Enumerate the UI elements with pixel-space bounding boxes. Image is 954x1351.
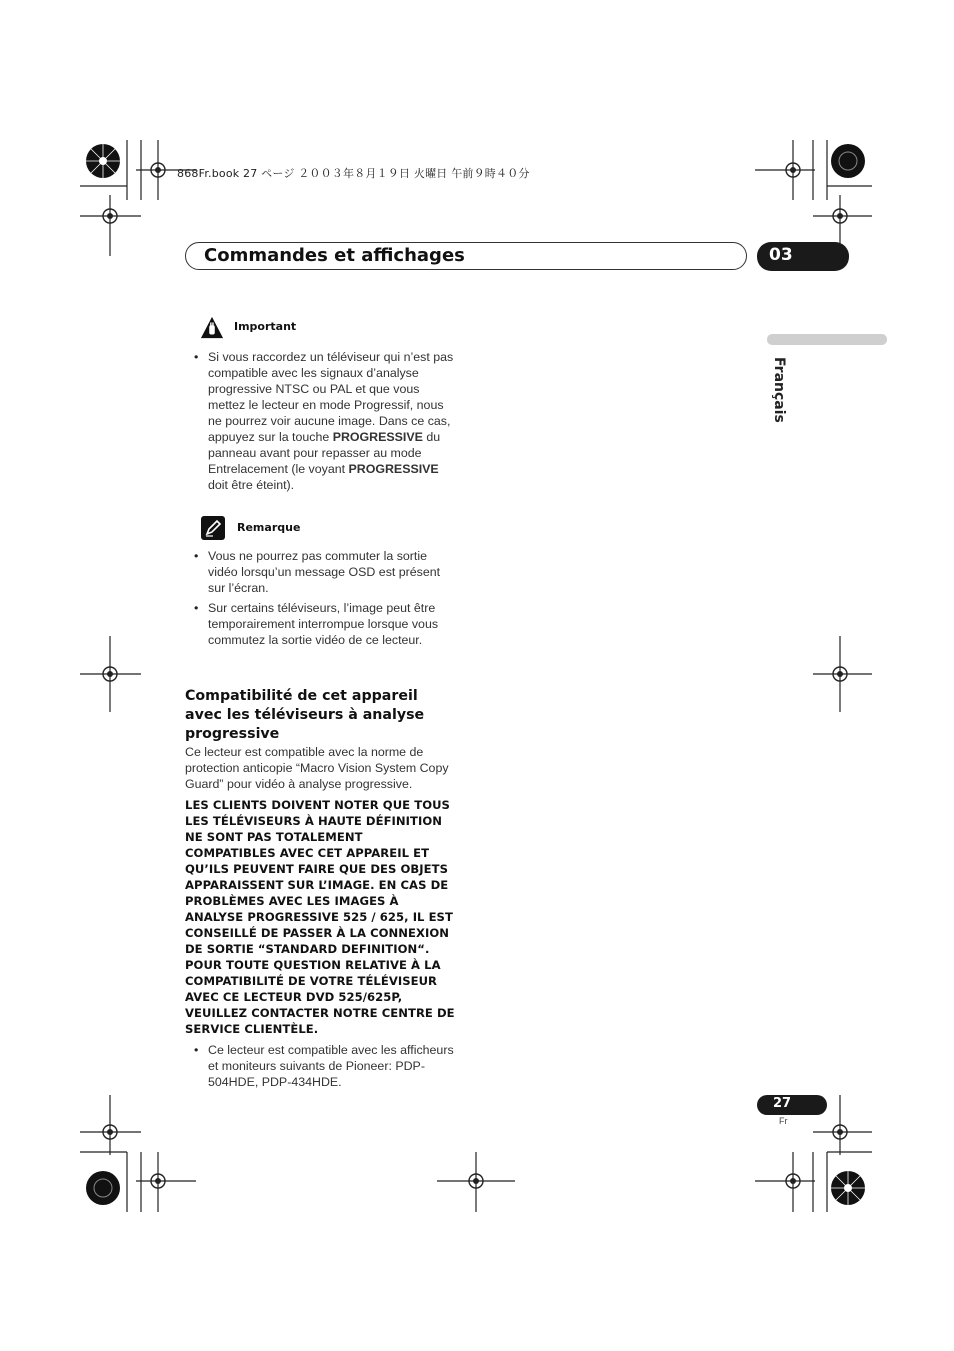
important-list: [185, 349, 457, 497]
progressive-indicator-label: PROGRESSIVE: [348, 462, 439, 476]
note-list: [185, 548, 457, 652]
important-text-2: du panneau avant pour repasser au mode Entrelacement (le voyant: [208, 430, 441, 476]
list-item: • Vous ne pourrez pas commuter la sortie vidéo lorsqu’un message OSD est présent sur l’écran.: [185, 548, 457, 596]
important-text-1: Si vous raccordez un téléviseur qui n’est pas compatible avec les signaux d’analyse progressive NTSC ou PAL et que vous mettez le lecteur en mode Progressif, nous ne pourrez voir aucune image. Dans ce cas, appuyez sur la touche: [208, 350, 454, 444]
language-tab-label: Français: [771, 357, 787, 423]
book-header: 868Fr.book 27 ページ ２００３年８月１９日 火曜日 午前９時４０分: [177, 167, 530, 180]
page-number: 27: [773, 1096, 792, 1111]
warning-hand-icon: [200, 316, 224, 340]
pencil-note-icon: [201, 516, 225, 540]
section-intro: Ce lecteur est compatible avec la norme de protection anticopie “Macro Vision System Copy Guard” pour vidéo à analyse progressive.: [185, 745, 449, 791]
list-item: • Ce lecteur est compatible avec les afficheurs et moniteurs suivants de Pioneer: PDP-504HDE, PDP-434HDE.: [185, 1042, 457, 1090]
chapter-number-badge: [757, 242, 849, 271]
list-item: [185, 349, 457, 493]
chapter-number: 03: [769, 245, 793, 265]
progressive-key-label: PROGRESSIVE: [332, 430, 423, 444]
compatibility-section: [185, 687, 457, 1094]
chapter-title-bar: [185, 242, 747, 270]
section-heading: Compatibilité de cet appareil avec les téléviseurs à analyse progressive: [185, 688, 425, 742]
note-label: Remarque: [237, 521, 301, 534]
language-tab-bar: [767, 334, 887, 345]
important-text-3: doit être éteint).: [208, 478, 295, 492]
page-language: Fr: [779, 1116, 788, 1126]
important-label: Important: [234, 320, 297, 333]
section-warning: LES CLIENTS DOIVENT NOTER QUE TOUS LES TÉLÉVISEURS À HAUTE DÉFINITION NE SONT PAS TOTALEMENT COMPATIBLES AVEC CET APPAREIL ET QU’ILS PEUVENT FAIRE QUE DES OBJETS APPARAISSENT SUR L’IMAGE. EN CAS DE PROBLÈMES AVEC LES IMAGES À ANALYSE PROGRESSIVE 525 / 625, IL EST CONSEILLÉ DE PASSER À LA CONNEXION DE SORTIE “STANDARD DEFINITION“. POUR TOUTE QUESTION RELATIVE À LA COMPATIBILITÉ DE VOTRE TÉLÉVISEUR AVEC CE LECTEUR DVD 525/625P, VEUILLEZ CONTACTER NOTRE CENTRE DE SERVICE CLIENTÈLE.: [185, 798, 455, 1036]
chapter-title: Commandes et affichages: [204, 245, 465, 266]
list-item: • Sur certains téléviseurs, l’image peut être temporairement interrompue lorsque vous commutez la sortie vidéo de ce lecteur.: [185, 600, 457, 648]
page-number-badge: [757, 1095, 827, 1115]
